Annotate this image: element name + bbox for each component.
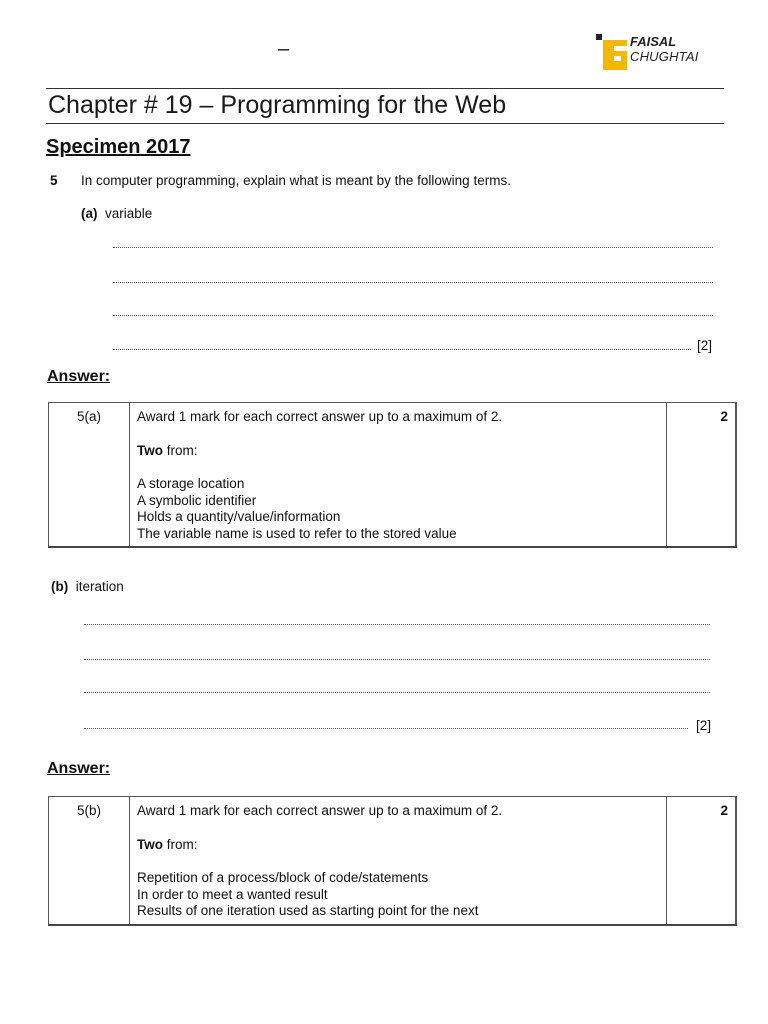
answer-line-a-2: [113, 282, 713, 283]
part-b-label: (b): [51, 579, 69, 594]
mark-cell: 2: [667, 403, 737, 548]
list-item: In order to meet a wanted result: [137, 886, 328, 902]
part-a-marks: [2]: [697, 338, 713, 353]
question-text: In computer programming, explain what is meant by the following terms.: [81, 173, 511, 188]
list-item: A storage location: [137, 476, 245, 491]
mark-scheme-table-b: [48, 796, 737, 926]
answer-line-b-1: [84, 624, 710, 625]
answer-line-a-3: [113, 315, 713, 316]
question-number: 5: [50, 173, 58, 188]
logo-line-1: FAISAL: [630, 34, 677, 49]
list-item: Results of one iteration used as starting point for the next: [137, 903, 479, 918]
from-text: from:: [163, 442, 198, 458]
answer-intro: Award 1 mark for each correct answer up to a maximum of 2.: [137, 409, 503, 424]
part-b-marks: [2]: [696, 718, 712, 733]
answer-line-a-1: [113, 247, 713, 248]
question-ref-cell: 5(a): [49, 403, 130, 548]
list-item: Repetition of a process/block of code/statements: [137, 870, 429, 885]
answer-b-heading: Answer:: [47, 760, 111, 777]
two-from-line: [137, 443, 666, 460]
two-bold: Two: [137, 836, 163, 852]
answer-line-b-3: [84, 692, 710, 693]
answer-line-b-4: [84, 728, 688, 729]
chapter-title: Chapter # 19 – Programming for the Web: [48, 91, 507, 119]
list-item: Holds a quantity/value/information: [137, 509, 341, 524]
answer-line-a-4: [113, 349, 691, 350]
answer-cell: [130, 797, 667, 925]
two-bold: Two: [137, 442, 163, 458]
table-row: [49, 403, 737, 548]
header-dash: –: [278, 38, 290, 60]
answer-a-heading: Answer:: [47, 368, 111, 385]
answer-line-b-2: [84, 659, 710, 660]
list-item: The variable name is used to refer to the stored value: [137, 525, 457, 541]
answer-intro: Award 1 mark for each correct answer up to a maximum of 2.: [137, 803, 503, 818]
part-a-label: (a): [81, 206, 98, 221]
logo-line-2: CHUGHTAI: [630, 49, 699, 64]
part-a-term: variable: [105, 206, 153, 221]
part-a-prompt: [81, 206, 152, 221]
answer-cell: [130, 403, 667, 548]
logo-mark-icon: [596, 30, 630, 74]
from-text: from:: [163, 836, 198, 852]
part-b-term: iteration: [75, 579, 124, 594]
section-title: Specimen 2017: [46, 136, 191, 158]
title-rule-bottom: [46, 123, 724, 124]
two-from-line: [137, 837, 666, 854]
mark-cell: 2: [667, 797, 737, 925]
mark-scheme-table-a: [48, 402, 737, 548]
question-ref-cell: 5(b): [49, 797, 130, 925]
table-row: [49, 797, 737, 925]
list-item: A symbolic identifier: [137, 492, 257, 508]
faisal-chughtai-logo: [596, 30, 726, 74]
part-b-prompt: [51, 579, 124, 594]
